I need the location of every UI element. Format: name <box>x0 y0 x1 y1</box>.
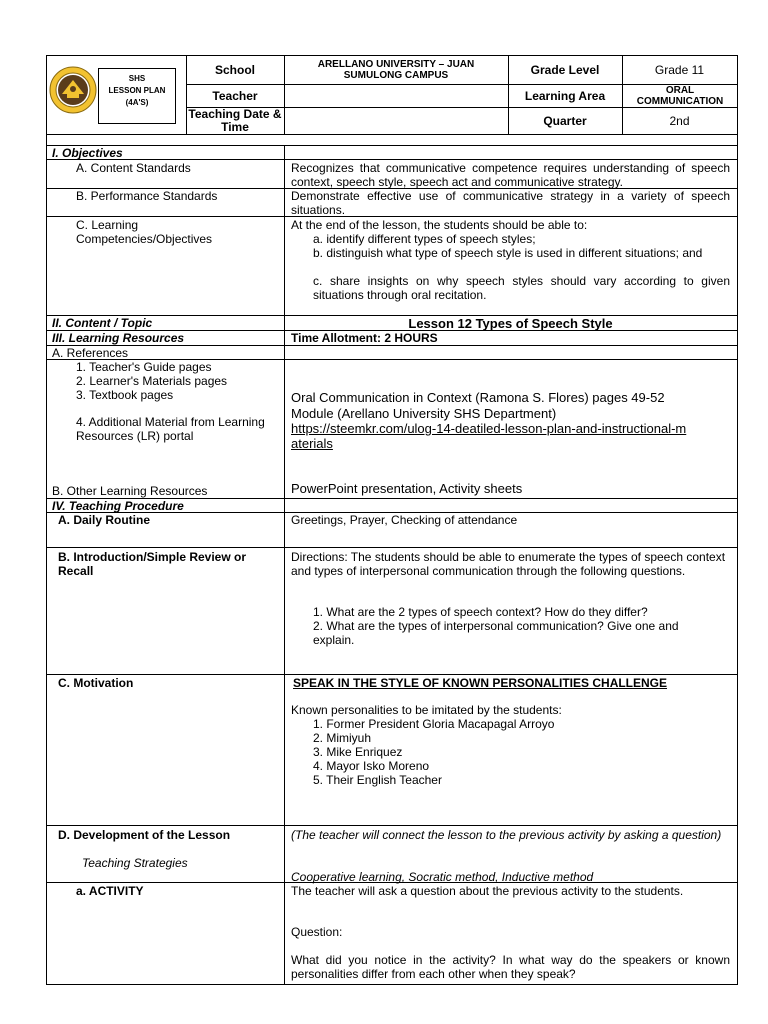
objective-item: b. distinguish what type of speech style is used in different situations; and <box>313 246 703 260</box>
lesson-plan-label-box <box>98 68 176 124</box>
motivation-label: C. Motivation <box>58 676 134 690</box>
teacher-label: Teacher <box>212 89 258 103</box>
introduction-label: B. Introduction/Simple Review or Recall <box>58 550 247 578</box>
references-label: A. References <box>52 346 129 360</box>
grade-level-value: Grade 11 <box>654 63 705 77</box>
teaching-procedure-heading: IV. Teaching Procedure <box>52 499 184 513</box>
objective-item: a. identify different types of speech styles; <box>313 232 536 246</box>
teaching-strategies-label: Teaching Strategies <box>82 856 188 870</box>
review-question: 2. What are the types of interpersonal communication? Give one and explain. <box>313 619 679 647</box>
objective-item: c. share insights on why speech styles should vary according to given situations through oral recitation. <box>313 274 730 302</box>
reference-item: 1. Teacher's Guide pages <box>76 360 212 374</box>
performance-standards-text: Demonstrate effective use of communicative strategy in a variety of speech situations. <box>291 189 730 217</box>
reference-book: Oral Communication in Context (Ramona S. Flores) pages 49-52 <box>291 390 665 405</box>
learning-competencies-label: C. Learning Competencies/Objectives <box>76 218 213 246</box>
reference-module: Module (Arellano University SHS Department) <box>291 406 557 421</box>
grade-level-label: Grade Level <box>530 63 600 77</box>
question-text: What did you notice in the activity? In what way do the speakers or known personalities differ from each other when they speak? <box>291 953 730 981</box>
learning-area-value: ORAL COMMUNICATION <box>636 85 724 107</box>
personality-item: 5. Their English Teacher <box>313 773 442 787</box>
quarter-value: 2nd <box>669 114 690 128</box>
content-standards-text: Recognizes that communicative competence requires understanding of speech context, speech style, speech act and communicative strategy. <box>291 161 730 189</box>
question-label: Question: <box>291 925 343 939</box>
school-value: ARELLANO UNIVERSITY – JUAN SUMULONG CAMPUS <box>317 59 475 81</box>
personality-item: 2. Mimiyuh <box>313 731 372 745</box>
personality-item: 4. Mayor Isko Moreno <box>313 759 430 773</box>
review-question: 1. What are the 2 types of speech context? How do they differ? <box>313 605 648 619</box>
reference-link[interactable]: https://steemkr.com/ulog-14-deatiled-lesson-plan-and-instructional-materials <box>291 421 687 451</box>
school-label: School <box>214 63 255 77</box>
learning-area-label: Learning Area <box>524 89 606 103</box>
objectives-heading: I. Objectives <box>52 146 123 160</box>
motivation-intro: Known personalities to be imitated by the students: <box>291 703 562 717</box>
school-logo <box>49 66 97 114</box>
activity-text: The teacher will ask a question about the previous activity to the students. <box>291 884 684 898</box>
lesson-topic: Lesson 12 Types of Speech Style <box>408 316 613 331</box>
content-heading: II. Content / Topic <box>52 316 153 330</box>
reference-item: 2. Learner's Materials pages <box>76 374 228 388</box>
daily-routine-value: Greetings, Prayer, Checking of attendance <box>291 513 518 527</box>
logo-label-shs: SHS <box>128 74 146 83</box>
introduction-directions: Directions: The students should be able to enumerate the types of speech context and types of interpersonal communication through the following questions. <box>291 550 726 578</box>
activity-label: a. ACTIVITY <box>76 884 144 898</box>
teaching-date-label: Teaching Date & Time <box>188 107 282 134</box>
daily-routine-label: A. Daily Routine <box>58 513 151 527</box>
quarter-label: Quarter <box>543 114 587 128</box>
reference-item: 4. Additional Material from Learning Resources (LR) portal <box>76 415 265 443</box>
logo-label-lesson-plan: LESSON PLAN <box>108 86 166 95</box>
time-allotment: Time Allotment: 2 HOURS <box>291 331 438 345</box>
motivation-title: SPEAK IN THE STYLE OF KNOWN PERSONALITIES CHALLENGE <box>293 676 668 690</box>
other-resources-value: PowerPoint presentation, Activity sheets <box>291 481 523 496</box>
personality-item: 3. Mike Enriquez <box>313 745 403 759</box>
competencies-intro: At the end of the lesson, the students should be able to: <box>291 218 588 232</box>
learning-resources-heading: III. Learning Resources <box>52 331 185 345</box>
logo-label-4as: (4A'S) <box>125 98 149 107</box>
reference-item: 3. Textbook pages <box>76 388 174 402</box>
performance-standards-label: B. Performance Standards <box>76 189 218 203</box>
other-resources-label: B. Other Learning Resources <box>52 484 208 498</box>
development-label: D. Development of the Lesson <box>58 828 231 842</box>
teaching-strategies-value: Cooperative learning, Socratic method, Inductive method <box>291 870 594 884</box>
content-standards-label: A. Content Standards <box>76 161 191 175</box>
development-note: (The teacher will connect the lesson to the previous activity by asking a question) <box>291 828 722 842</box>
personality-item: 1. Former President Gloria Macapagal Arroyo <box>313 717 555 731</box>
